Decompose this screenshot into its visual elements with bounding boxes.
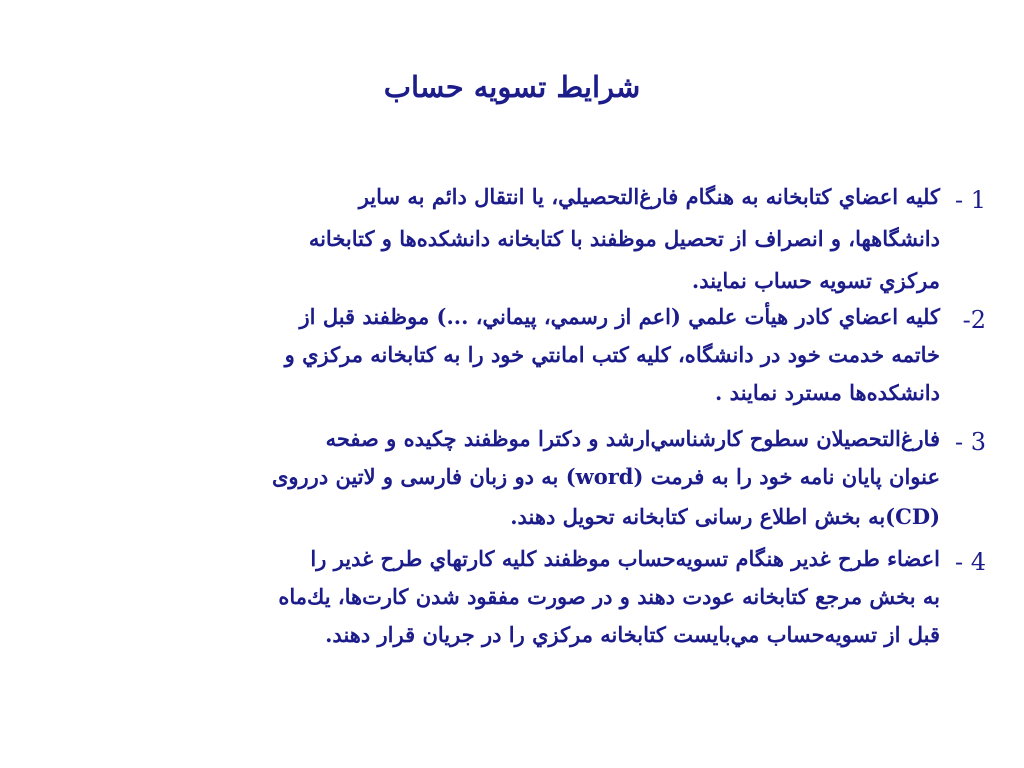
list-item-number: 1 - [954, 186, 986, 214]
list-item-line: به بخش مرجع كتابخانه عودت دهند و در صورت مفقود شدن كارت‌ها، يك‌ماه [278, 584, 940, 609]
list-item-line: دانشكده‌ها مسترد نمايند . [715, 380, 940, 405]
page-title: شرايط تسويه حساب [383, 70, 641, 104]
list-item-number: 4 - [954, 548, 986, 576]
list-item-line: خاتمه خدمت خود در دانشگاه، كليه كتب امانتي خود را به كتابخانه مركزي و [284, 342, 940, 367]
list-item-number: 3 - [954, 428, 986, 456]
list-item-line: كليه اعضاي كادر هيأت علمي (اعم از رسمي، پيماني، ...) موظفند قبل از [299, 304, 940, 329]
list-item-line: عنوان پايان نامه خود را به فرمت (word) به دو زبان فارسی و لاتين دررو‌ی [271, 464, 940, 489]
list-item-line: اعضاء طرح غدير هنگام تسويه‌حساب موظفند كليه كارتهاي طرح غدير را [310, 546, 940, 571]
list-item-4 [26, 546, 986, 656]
list-item-line: فارغ‌التحصيلان سطوح كارشناسي‌ارشد و دكترا موظفند چكيده و صفحه [325, 426, 940, 451]
list-item-line: مركزي تسويه حساب نمايند. [691, 268, 940, 293]
list-item-number: 2- [962, 306, 986, 334]
list-item-3 [26, 426, 986, 536]
list-item-line: (CD)به بخش اطلاع رسانی کتابخانه تحويل دهند. [510, 504, 940, 529]
list-item-line: دانشگاهها، و انصراف از تحصيل موظفند با كتابخانه دانشكده‌ها و كتابخانه [308, 226, 940, 251]
list-item-2 [26, 304, 986, 414]
list-item-line: كليه اعضاي كتابخانه به هنگام فارغ‌التحصيلي، يا انتقال دائم به ساير [358, 184, 940, 209]
list-item-line: قبل از تسويه‌حساب مي‌بايست كتابخانه مركزي را در جريان قرار دهند. [325, 622, 940, 647]
list-item-1 [26, 184, 986, 294]
